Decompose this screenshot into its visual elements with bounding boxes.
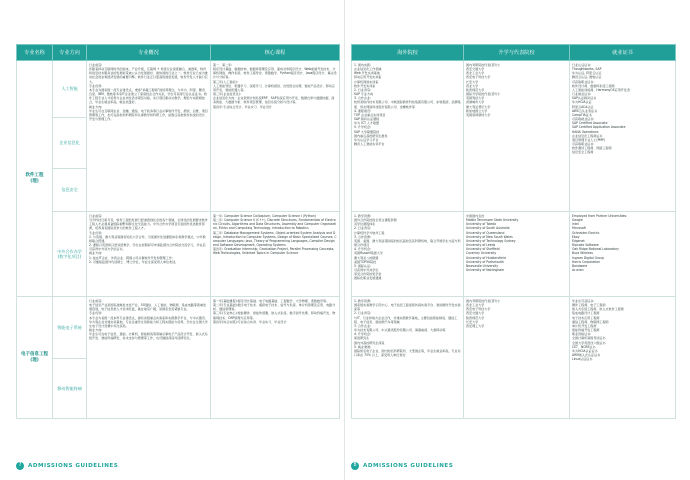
cell-text-line: 单片机开发工程师 bbox=[572, 323, 597, 328]
cell-text-line: Linux认证证书 bbox=[572, 357, 593, 362]
cell-text-line: 西安电子科技大学 bbox=[466, 75, 491, 80]
cell-text-line: 西北工业大学 bbox=[466, 303, 485, 308]
cell-text-line: AWS云从业者证书 bbox=[572, 108, 598, 113]
cell-text-line: 华为认证学习平台 bbox=[354, 137, 379, 142]
cell-text-line: 当今科技日新月异，软件工程的发展已经渗透到社会的各个领域，全球化的发展要求软件工程人才必须具备国际视野和跨文化交流能力。中外合作办学项目引进国外优质教育资源，培养具有国际竞争力的软件工程人才。 bbox=[89, 218, 208, 231]
cell-text-line: 腾讯云认证, 微软认证 bbox=[572, 75, 602, 80]
header-overview: 专业概况 bbox=[87, 45, 211, 61]
cell-text-line: SAP 大学联盟院校 bbox=[354, 129, 380, 134]
cell-text-line: 国际化职业发展通道 bbox=[354, 276, 382, 281]
cell-text-line: 行业就业证书: bbox=[572, 92, 592, 97]
cell-text-line: 1. 教学资源: bbox=[354, 214, 372, 218]
table-row bbox=[352, 61, 676, 212]
cell-text-line: 第四年:专业综合设计、毕业实习、毕业设计 bbox=[213, 104, 272, 109]
resources-cell bbox=[352, 212, 464, 297]
table-row bbox=[17, 212, 340, 297]
cell-text-line: 行业前景: bbox=[89, 214, 103, 218]
cell-text-line: 华为HCIA认证 bbox=[572, 100, 592, 105]
cell-text-line: Harris Corporation bbox=[572, 259, 601, 264]
header-resources: 海外院校 bbox=[352, 45, 464, 61]
cell-text-line: 澳大利亚八校联盟 bbox=[354, 255, 379, 260]
direction-cell: 中外合作办学 (数字化项目) bbox=[53, 212, 87, 297]
cell-text-line: Ebay bbox=[572, 234, 580, 239]
cell-text-line: 国内考研院校代表(部分): bbox=[466, 299, 500, 303]
direction-cell: 移动智能终端 bbox=[53, 359, 87, 419]
cell-text-line: 软件设计师、数据库系统工程师 bbox=[572, 83, 615, 88]
cell-text-line: 软件测试工程师、网络工程师 bbox=[572, 146, 612, 151]
major-name: 电子信息工程 (理) bbox=[17, 297, 53, 419]
cell-text-line: 嵌入式系统工程师、嵌入式软件工程师 bbox=[572, 307, 624, 312]
overview-cell bbox=[87, 61, 211, 212]
cell-text-line: SAP Certified Application Associate bbox=[572, 125, 626, 130]
page-number: 8 bbox=[351, 462, 359, 470]
cell-text-line: Edgenet bbox=[572, 238, 585, 243]
core-course-cell bbox=[211, 212, 340, 297]
cell-text-line: 电子技术应用工程师 bbox=[572, 315, 600, 320]
cell-text-line: 全国大学英语四六级证书 bbox=[572, 340, 606, 345]
universities-cell bbox=[464, 297, 570, 419]
cell-text-line: 国外合作院校的全英文课程资源 bbox=[354, 218, 397, 223]
footer-label: ADMISSIONS GUIDELINES bbox=[363, 463, 454, 469]
overview-cell bbox=[87, 212, 211, 297]
cell-text-line: TOP 企业重点实训项目 bbox=[354, 112, 386, 117]
cell-text-line: 计算机网络实训室 bbox=[354, 79, 379, 84]
header-major: 专业名称 bbox=[17, 45, 53, 61]
table-row bbox=[352, 297, 676, 419]
cell-text-line: 毕业生可在电子信息、通信、计算机、智能制造等领域从事电子产品设计开发、嵌入式系统开发、智能终端研发、技术支持与管理等工作，也可继续深造攻读研究生。 bbox=[89, 332, 208, 341]
cell-text-line: 2. 行业背景: bbox=[354, 87, 372, 92]
cell-text-line: University of Technology Sydney bbox=[466, 238, 516, 243]
cell-text-line: 可获取职业证书: bbox=[572, 141, 595, 146]
cell-text-line: 企业信息化方向：企业资源计划系统ERP、SAP系统应用与开发、数据仓库与数据挖掘、商务智能、大数据分析、软件项目管理、信息系统分析与设计等。 bbox=[213, 96, 335, 105]
cell-text-line: 就业方向: bbox=[89, 251, 103, 256]
resources-table-header bbox=[352, 45, 676, 61]
certificates-cell bbox=[570, 212, 676, 297]
header-universities: 升学与代表院校 bbox=[464, 45, 570, 61]
cell-text-line: 计算机科学与软件工程 bbox=[354, 230, 385, 235]
certificates-cell bbox=[570, 61, 676, 212]
cell-text-line: 英国曼彻斯特大学 bbox=[466, 112, 491, 117]
cell-text-line: 第四年: Graduation Internship, Graduation Project, Parallel Processing Concepts, Web Technologies, Selected Topics in Computer Science bbox=[213, 247, 336, 256]
program-table-header bbox=[17, 45, 340, 61]
cell-text-line: 人工智能导论、机器学习、深度学习、计算机视觉、自然语言处理、智能产品设计、移动应用开发、智能机器人等。 bbox=[213, 83, 335, 92]
cell-text-line: 电子信息产业是国家战略性支柱产业，5G通信、人工智能、物联网、集成电路等领域发展迅速，电子信息类人才需求旺盛，就业前景广阔，是国家急需紧缺专业。 bbox=[89, 303, 207, 312]
direction-cell: 信息安全 bbox=[53, 169, 87, 212]
cell-text-line: 国内重点高校研究生推免 bbox=[354, 133, 388, 138]
cell-text-line: 5. 升学机会: bbox=[354, 125, 372, 130]
cell-text-line: 华为 ICT 人才联盟 bbox=[354, 121, 380, 126]
cell-text-line: 4. 升学机会: bbox=[354, 247, 372, 252]
cell-text-line: 全国计算机等级考试证书 bbox=[572, 336, 606, 341]
cell-text-line: University of Portsmouth bbox=[466, 259, 504, 264]
cell-text-line: Schneider Electric bbox=[572, 230, 600, 235]
cell-text-line: 4. 课程建设: bbox=[354, 108, 372, 113]
cell-text-line: 澳大利亚悉尼大学 bbox=[466, 104, 491, 109]
cell-text-line: 集成电路设计工程师 bbox=[572, 311, 600, 316]
cell-text-line: 可获取职业证书: bbox=[572, 79, 595, 84]
program-table bbox=[16, 44, 340, 419]
cell-text-line: 第一、第二年: bbox=[213, 63, 233, 67]
cell-text-line: 第三年(企业信息化): bbox=[213, 92, 241, 97]
major-name: 软件工程 (理) bbox=[17, 61, 53, 297]
cell-text-line: 行业前景: bbox=[89, 63, 103, 67]
cell-text-line: 程序设计基础、数据结构、数据库原理及应用、面向对象程序设计、Web前端开发技术、计算机网络、操作系统、软件工程导论、离散数学、Python程序设计、Java程序设计、算法设计与分析等。 bbox=[213, 67, 337, 80]
right-page bbox=[345, 0, 690, 480]
cell-text-line: 长安大学 bbox=[466, 79, 479, 84]
cell-text-line: 就业方向: bbox=[89, 328, 103, 333]
cell-text-line: 2. 可继续赴国外攻读硕士、博士学位，毕业生深受用人单位欢迎。 bbox=[89, 259, 179, 264]
cell-text-line: Oak Ridge National Laboratory bbox=[572, 247, 619, 252]
cell-text-line: 西北大学 bbox=[466, 83, 479, 88]
cell-text-line: 国内考研院校代表(部分): bbox=[466, 63, 500, 67]
cell-text-line: 3. 合作企业: bbox=[354, 96, 372, 101]
cell-text-line: 5. 国际认证: bbox=[354, 263, 372, 268]
cell-text-line: 2. 行业背景: bbox=[354, 311, 372, 316]
cell-text-line: 华为技术有限公司、中兴通讯股份有限公司、海康威视、大唐移动等 bbox=[354, 328, 446, 333]
cell-text-line: 软件开发实训室 bbox=[354, 83, 376, 88]
cell-text-line: 国际知名电子企业、国内知名科研院所、大型国企等，毕业生就业率高，专业对口率在 75% 以上，深受用人单位欢迎 bbox=[354, 348, 461, 358]
cell-text-line: University of Toledo bbox=[466, 222, 496, 227]
cell-text-line: University of Sheffield bbox=[466, 247, 500, 252]
resources-table bbox=[351, 44, 676, 419]
cell-text-line: 移动应用开发实训室 bbox=[354, 75, 382, 80]
cell-text-line: Acurion bbox=[572, 268, 584, 273]
cell-text-line: 1. 国内实践: bbox=[354, 63, 372, 67]
cell-text-line: Coventry University bbox=[466, 251, 497, 256]
cell-text-line: 美国TOP50院校 bbox=[354, 259, 377, 264]
cell-text-line: 保送研究生 bbox=[354, 336, 370, 341]
resources-cell bbox=[352, 297, 464, 419]
cell-text-line: 长安大学 bbox=[466, 319, 479, 324]
left-footer bbox=[16, 460, 118, 472]
cell-text-line: 陕西师范大学 bbox=[466, 315, 485, 320]
core-course-cell bbox=[211, 61, 340, 212]
cell-text-line: 第二年: Computer Science II (C++), Discrete Structures, Fundamentals of Electronic Circuits, Algorithms and Data Structures, Assembly and Computer Organization, Ethics and Computing Technology, Introduction to Robotics bbox=[213, 218, 337, 231]
cell-text-line: 可获取就业证书: bbox=[572, 117, 595, 122]
page-number: 7 bbox=[16, 462, 24, 470]
cell-text-line: 5. 就业渠道: bbox=[354, 344, 372, 349]
cell-text-line: Middle Tennessee State University bbox=[466, 218, 519, 223]
cell-text-line: 第一年(基础课程):程序设计基础、电子电路基础、工程数学、大学物理、离散数学等。 bbox=[213, 299, 330, 303]
cell-text-line: 信息安全工程师 bbox=[572, 150, 594, 155]
cell-text-line: 香港城市大学 bbox=[466, 100, 485, 105]
cell-text-line: 中国国内名校 bbox=[466, 214, 485, 218]
cell-text-line: 享受合作院校奖学金 bbox=[354, 272, 382, 277]
cell-text-line: 西安交通大学 bbox=[466, 311, 485, 316]
cell-text-line: 行业前景: bbox=[89, 299, 103, 303]
direction-cell: 智能电子系统 bbox=[53, 297, 87, 359]
cell-text-line: 专业优势: bbox=[89, 230, 103, 235]
direction-cell: 人工智能 bbox=[53, 61, 87, 118]
cell-text-line: 伴随着移动互联网时代的到来，产业升级，互联网 + 传统行业深度融合，渗透率，软件和信息技术服务业的发展前景被公认为发展最好、最快速的行业之一。软件行业已成为推动社会进步和经济发展的重要引擎。软件行业正以更高的速度发展，软件开发人才缺口巨大。 bbox=[89, 67, 208, 84]
header-direction: 专业方向 bbox=[53, 45, 87, 61]
cell-text-line: 2. 课程以英语和汉语双语教学，学生在校期间可申请赴国外合作院校交流学习，毕业后可获得中外双方学位证书。 bbox=[89, 243, 206, 252]
table-row bbox=[17, 297, 340, 359]
cell-text-line: 1. 能在IT企业、外资企业、跨国公司从事软件开发和管理工作； bbox=[89, 255, 175, 260]
cell-text-line: 本专业为国家级一流专业建设点，秉承“卓越工程师”的培养理念，与华为、阿里、腾讯、百度、IBM、微软等多家IT企业建立了深度校企合作关系，学生可获得行业认证证书。软件工程专业人才培养与企业岗位需求紧密对接，实行项目驱动式教学，理论与实践相结合，毕业生就业率高，就业质量好。 bbox=[89, 87, 208, 105]
cell-text-line: SAP 顾问认证课程 bbox=[354, 117, 380, 122]
cell-text-line: 西北工业大学 bbox=[466, 71, 485, 76]
cell-text-line: Newcastle University bbox=[466, 263, 499, 268]
cell-text-line: 1. 与英国、澳大利亚等国家知名大学合作，引进国外先进课程体系和教学模式，中外教师联合授课。 bbox=[89, 234, 206, 243]
cell-text-line: University of New South Wales bbox=[466, 234, 513, 239]
cell-text-line: 职业资格证书: bbox=[572, 332, 592, 337]
cell-text-line: 3. 合作企业: bbox=[354, 323, 372, 328]
cell-text-line: 双学位课程体系 bbox=[354, 222, 376, 227]
cell-text-line: 国内外高校研究生深造 bbox=[354, 340, 385, 345]
cell-text-line: 就业方向: bbox=[89, 104, 103, 109]
cell-text-line: 西安交通大学 bbox=[466, 67, 485, 72]
cell-text-line: Web 开发实训基地 bbox=[354, 71, 380, 76]
header-certificates: 就业证书 bbox=[570, 45, 676, 61]
cell-text-line: University of Leeds bbox=[466, 243, 496, 248]
cell-text-line: 可获得中外双学位 bbox=[354, 268, 379, 273]
cell-text-line: 人工智能训练师、HarmonyOS应用开发者 bbox=[572, 87, 630, 92]
cell-text-line: 英国Russell集团大学 bbox=[354, 251, 383, 256]
cell-text-line: 4. 升学机会: bbox=[354, 332, 372, 337]
cell-text-line: 腾讯人工智能实训平台 bbox=[354, 141, 385, 146]
cell-text-line: 国家级实验教学示范中心、电子信息工程虚拟仿真实验平台、智能硬件开发实验室等 bbox=[354, 303, 461, 312]
cell-text-line: 第三年(人工智能): bbox=[213, 79, 238, 84]
table-row bbox=[352, 212, 676, 297]
cell-text-line: 本专业为省级一流本科专业建设点，拥有省级重点实验室和实践教学平台，与中兴通讯、华为等企业共建实训基地。专业注重学生创新能力和工程实践能力培养，学生在全国大学生电子设计竞赛中多次获奖。 bbox=[89, 315, 208, 328]
cell-text-line: CompTIA证书 bbox=[572, 112, 592, 117]
cell-text-line: 新加坡国立大学 bbox=[466, 108, 488, 113]
cell-text-line: 英国利兹大学 bbox=[466, 96, 485, 101]
overview-cell bbox=[87, 297, 211, 419]
cell-text-line: 第三年: Database Management Systems, Object-oriented System Analysis and Design, Introduction to Computer Systems, Design of Basic Specialized Courses, Computer Languages: Java, Theory of Programming Languages, Compiler Design and Software Development, Operating Systems bbox=[213, 230, 337, 248]
cell-text-line: Thoughtworks, SAP bbox=[572, 67, 602, 72]
cell-text-line: Ingram Digital Group bbox=[572, 255, 604, 260]
cell-text-line: 毕业生可在互联网企业、金融、通信、电子政务等行业从事软件开发、测试、运维、项目管理等工作，也可在高校和科研院所从事教学和科研工作，能胜任各类软件系统的设计、开发与管理工作。 bbox=[89, 108, 208, 122]
cell-text-line: 2. 行业背景: bbox=[354, 226, 372, 231]
cell-text-line: SAP Certified Associate bbox=[572, 121, 608, 126]
cell-text-line: 专业优势: bbox=[89, 83, 103, 88]
cell-text-line: 陕西师范大学 bbox=[466, 87, 485, 92]
cell-text-line: HANA Operations bbox=[572, 129, 599, 134]
core-course-cell bbox=[211, 297, 340, 419]
certificates-cell bbox=[570, 297, 676, 419]
cell-text-line: 毕业生可获证书: bbox=[572, 299, 595, 303]
cell-text-line: 华为认证, 阿里云认证 bbox=[572, 71, 602, 76]
cell-text-line: Bondware bbox=[572, 263, 588, 268]
cell-text-line: Buzz Wireless bbox=[572, 251, 593, 256]
table-row bbox=[17, 61, 340, 118]
header-core-courses: 核心课程 bbox=[211, 45, 340, 61]
cell-text-line: University of Huddersfield bbox=[466, 255, 506, 260]
cell-text-line: 3. 合作资源: bbox=[354, 234, 372, 239]
cell-text-line: 行业认证证书: bbox=[572, 63, 592, 67]
cell-text-line: 第三年(专业核心):智能硬件、智能传感器、嵌入式系统、数字信号处理、移动终端开发、物联网技术、DSP原理与应用等。 bbox=[213, 311, 336, 320]
universities-cell bbox=[464, 212, 570, 297]
cell-text-line: 阿里云ACA认证 bbox=[572, 104, 594, 109]
universities-cell bbox=[464, 61, 570, 212]
cell-text-line: 国际升学院校代表(部分): bbox=[466, 92, 500, 97]
cell-text-line: 西安理工大学 bbox=[466, 323, 485, 328]
cell-text-line: 1. 教学资源: bbox=[354, 299, 372, 303]
cell-text-line: 西安电子科技大学 bbox=[466, 307, 491, 312]
cell-text-line: 第二年(专业基础):数字电子技术、模拟电子技术、信号与系统、单片机原理及应用、电路分析、通信原理等。 bbox=[213, 303, 336, 312]
cell-text-line: Microsoft bbox=[572, 226, 586, 231]
cell-text-line: 项目管理专业人士(PMP) bbox=[572, 137, 606, 142]
cell-text-line: SAP认证顾问证书 bbox=[572, 96, 597, 101]
cell-text-line: 硬件工程师、电子工程师 bbox=[572, 303, 606, 308]
cell-text-line: 智能终端开发工程师 bbox=[572, 328, 600, 333]
cell-text-line: 企业信息化工程师证书 bbox=[572, 133, 603, 138]
footer-label: ADMISSIONS GUIDELINES bbox=[28, 463, 119, 469]
cell-text-line: 英国、美国、澳大利亚等国家的知名高校及其科研机构，联合开展学生交流与科研合作项目 bbox=[354, 238, 461, 248]
resources-cell bbox=[352, 61, 464, 212]
cell-text-line: Intel bbox=[572, 222, 579, 227]
right-footer bbox=[351, 460, 453, 472]
cell-text-line: 杭州某软件技术有限公司、中软国际教育科技集团有限公司、东软集团、浪潮集团、用友网络科技股份有限公司、金蝶软件等 bbox=[354, 100, 461, 109]
cell-text-line: 企业信息化工作领域 bbox=[354, 67, 382, 72]
cell-text-line: 第四年(综合实践):专业综合实训、毕业实习、毕业设计 bbox=[213, 319, 287, 324]
cell-text-line: 第一年: Computer Science Colloquium, Computer Science I (Python) bbox=[213, 214, 316, 218]
cell-text-line: 华为HCIA认证证书 bbox=[572, 348, 598, 353]
cell-text-line: Employed from Partner Universities: bbox=[572, 214, 628, 218]
cell-text-line: University of Queensland bbox=[466, 230, 505, 235]
cell-text-line: University of South Australia bbox=[466, 226, 510, 231]
cell-text-line: CET、NCRE证书 bbox=[572, 344, 596, 349]
cell-text-line: 与IT、行业和地方企业合作，共建实践教学基地，主要包括智能制造、通信工程、电子信息、新能源汽车等领域 bbox=[354, 315, 458, 324]
cell-text-line: Ripcode Software bbox=[572, 243, 599, 248]
cell-text-line: SAP 专业方向 bbox=[354, 92, 374, 97]
cell-text-line: 通信工程师、物联网工程师 bbox=[572, 319, 609, 324]
cell-text-line: 专业优势: bbox=[89, 311, 103, 316]
cell-text-line: Google bbox=[572, 218, 583, 223]
cell-text-line: ARM嵌入式认证证书 bbox=[572, 353, 601, 358]
direction-cell: 企业信息化 bbox=[53, 118, 87, 169]
cell-text-line: University of Nottingham bbox=[466, 268, 505, 273]
